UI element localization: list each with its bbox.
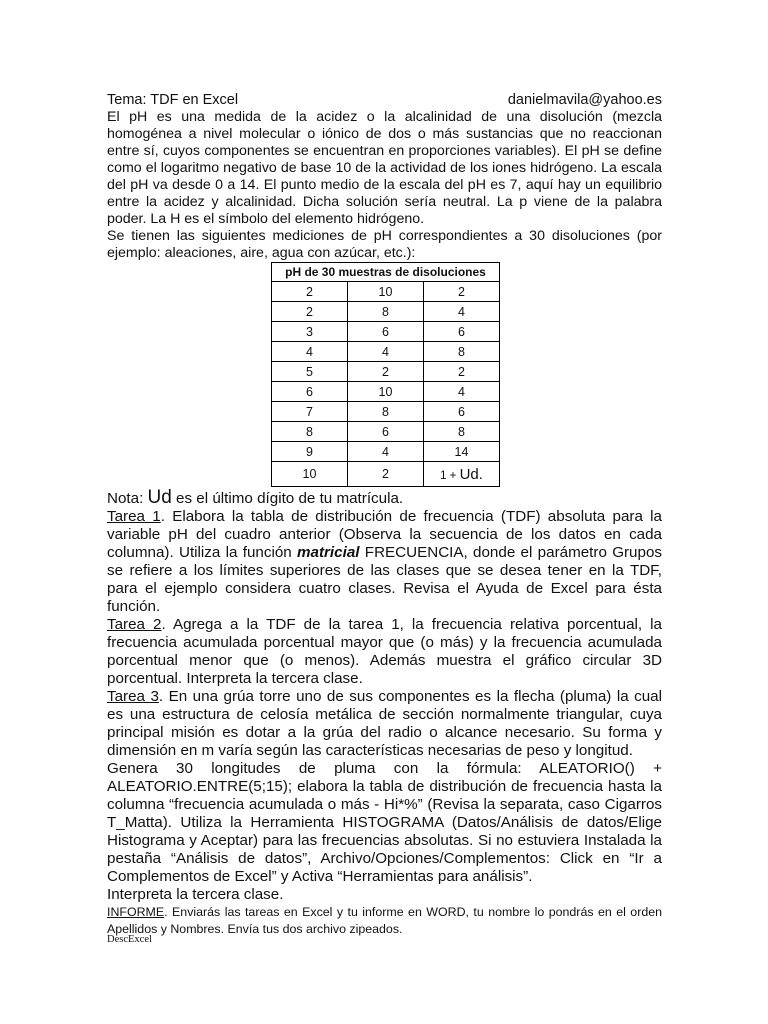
table-cell: 2: [348, 462, 424, 487]
table-cell: 6: [424, 402, 500, 422]
tarea1-emphasis: matricial: [297, 544, 360, 561]
tarea1-text-a: . Elabora la tabla de distribución de frecuencia (TDF) absoluta para la variable pH del cuadro anterior (Observa la secuencia de los datos en cada columna). Utiliza la función: [107, 508, 662, 561]
ph-table: [271, 262, 500, 487]
page-footer: DescExcel: [107, 934, 152, 945]
cell-prefix: 1 +: [440, 469, 460, 482]
table-cell: 6: [348, 322, 424, 342]
informe-paragraph: [107, 904, 662, 938]
tarea1-label: Tarea 1: [107, 508, 161, 525]
table-cell: 2: [424, 362, 500, 382]
table-cell: 4: [424, 382, 500, 402]
note-prefix: Nota:: [107, 490, 148, 507]
tarea3-paragraph: [107, 688, 662, 760]
table-cell: 8: [348, 402, 424, 422]
table-cell: 6: [272, 382, 348, 402]
table-cell: 7: [272, 402, 348, 422]
tarea1-text-b: FRECUENCIA, donde el parámetro Grupos se refiere a los límites superiores de las clases que se desea tener en la TDF, para el ejemplo considera cuatro clases. Revisa el Ayuda de Excel para ésta función.: [107, 544, 662, 615]
table-row: [272, 302, 500, 322]
document-header: [107, 92, 662, 109]
table-cell: 10: [272, 462, 348, 487]
intro-paragraph: El pH es una medida de la acidez o la alcalinidad de una disolución (mezcla homogénea a nivel molecular o iónico de dos o más sustancias que no reaccionan entre sí, cuyos componentes se encuentran en proporciones variables). El pH se define como el logaritmo negativo de base 10 de la actividad de los iones hidrógeno. La escala del pH va desde 0 a 14. El punto medio de la escala del pH es 7, aquí hay un equilibrio entre la acidez y alcalinidad. Dicha solución sería neutral. La p viene de la palabra poder. La H es el símbolo del elemento hidrógeno.: [107, 109, 662, 227]
note-ud: Ud: [147, 487, 172, 508]
tarea3-paragraph-2: Genera 30 longitudes de pluma con la fórmula: ALEATORIO() + ALEATORIO.ENTRE(5;15); elabora la tabla de distribución de frecuencia hasta la columna “frecuencia acumulada o más - Hi*%” (Revisa la separata, caso Cigarros T_Matta). Utiliza la Herramienta HISTOGRAMA (Datos/Análisis de datos/Elige Histograma y Aceptar) para las frecuencias absolutas. Si no estuviera Instalada la pestaña “Análisis de datos”, Archivo/Opciones/Complementos: Click en “Ir a Complementos de Excel” y Activa “Herramientas para análisis”.: [107, 760, 662, 885]
informe-text: . Enviarás las tareas en Excel y tu informe en WORD, tu nombre lo pondrás en el orden Apellidos y Nombres. Envía tus dos archivo zipeados.: [107, 905, 662, 936]
table-cell: 4: [272, 342, 348, 362]
ph-table-title: pH de 30 muestras de disoluciones: [272, 263, 500, 282]
table-cell: 6: [348, 422, 424, 442]
author-email: danielmavila@yahoo.es: [507, 92, 662, 108]
table-row: [272, 402, 500, 422]
table-cell: [424, 462, 500, 487]
table-cell: 8: [424, 422, 500, 442]
table-cell: 14: [424, 442, 500, 462]
document-body: [107, 92, 662, 938]
table-cell: 2: [272, 302, 348, 322]
tarea2-label: Tarea 2: [107, 616, 162, 633]
table-cell: 2: [272, 282, 348, 302]
table-cell: 8: [424, 342, 500, 362]
table-row: [272, 342, 500, 362]
table-cell: 4: [348, 442, 424, 462]
topic-title: Tema: TDF en Excel: [107, 92, 239, 108]
table-cell: 4: [348, 342, 424, 362]
table-cell: 10: [348, 282, 424, 302]
table-cell: 9: [272, 442, 348, 462]
tarea1-paragraph: [107, 508, 662, 616]
table-cell: 8: [272, 422, 348, 442]
table-row: [272, 382, 500, 402]
table-cell: 6: [424, 322, 500, 342]
note-paragraph: [107, 489, 662, 508]
ph-table-body: [272, 282, 500, 487]
table-row: [272, 422, 500, 442]
table-cell: 3: [272, 322, 348, 342]
tarea3-label: Tarea 3: [107, 688, 159, 705]
tarea2-text: . Agrega a la TDF de la tarea 1, la frecuencia relativa porcentual, la frecuencia acumulada porcentual mayor que (o más) y la frecuencia acumulada porcentual menor que (o menos). Además muestra el gráfico circular 3D porcentual. Interpreta la tercera clase.: [107, 616, 662, 687]
tarea2-paragraph: [107, 616, 662, 688]
table-cell: 8: [348, 302, 424, 322]
table-row: [272, 282, 500, 302]
tarea3-paragraph-3: Interpreta la tercera clase.: [107, 886, 284, 903]
informe-label: INFORME: [107, 905, 165, 919]
table-cell: 2: [424, 282, 500, 302]
table-cell: 4: [424, 302, 500, 322]
table-cell: 10: [348, 382, 424, 402]
note-rest: es el último dígito de tu matrícula.: [171, 490, 404, 507]
table-cell: 2: [348, 362, 424, 382]
table-row: [272, 462, 500, 487]
intro-paragraph-2: Se tienen las siguientes mediciones de pH correspondientes a 30 disoluciones (por ejemplo: aleaciones, aire, agua con azúcar, etc.):: [107, 228, 662, 261]
table-cell: 5: [272, 362, 348, 382]
table-row: [272, 442, 500, 462]
cell-ud: Ud.: [459, 465, 483, 483]
table-row: [272, 362, 500, 382]
table-row: [272, 322, 500, 342]
tarea3-text: . En una grúa torre uno de sus componentes es la flecha (pluma) la cual es una estructura de celosía metálica de sección normalmente triangular, cuya principal misión es dotar a la grúa del radio o alcance necesario. Su forma y dimensión en m varía según las características necesarias de peso y longitud.: [107, 688, 663, 759]
